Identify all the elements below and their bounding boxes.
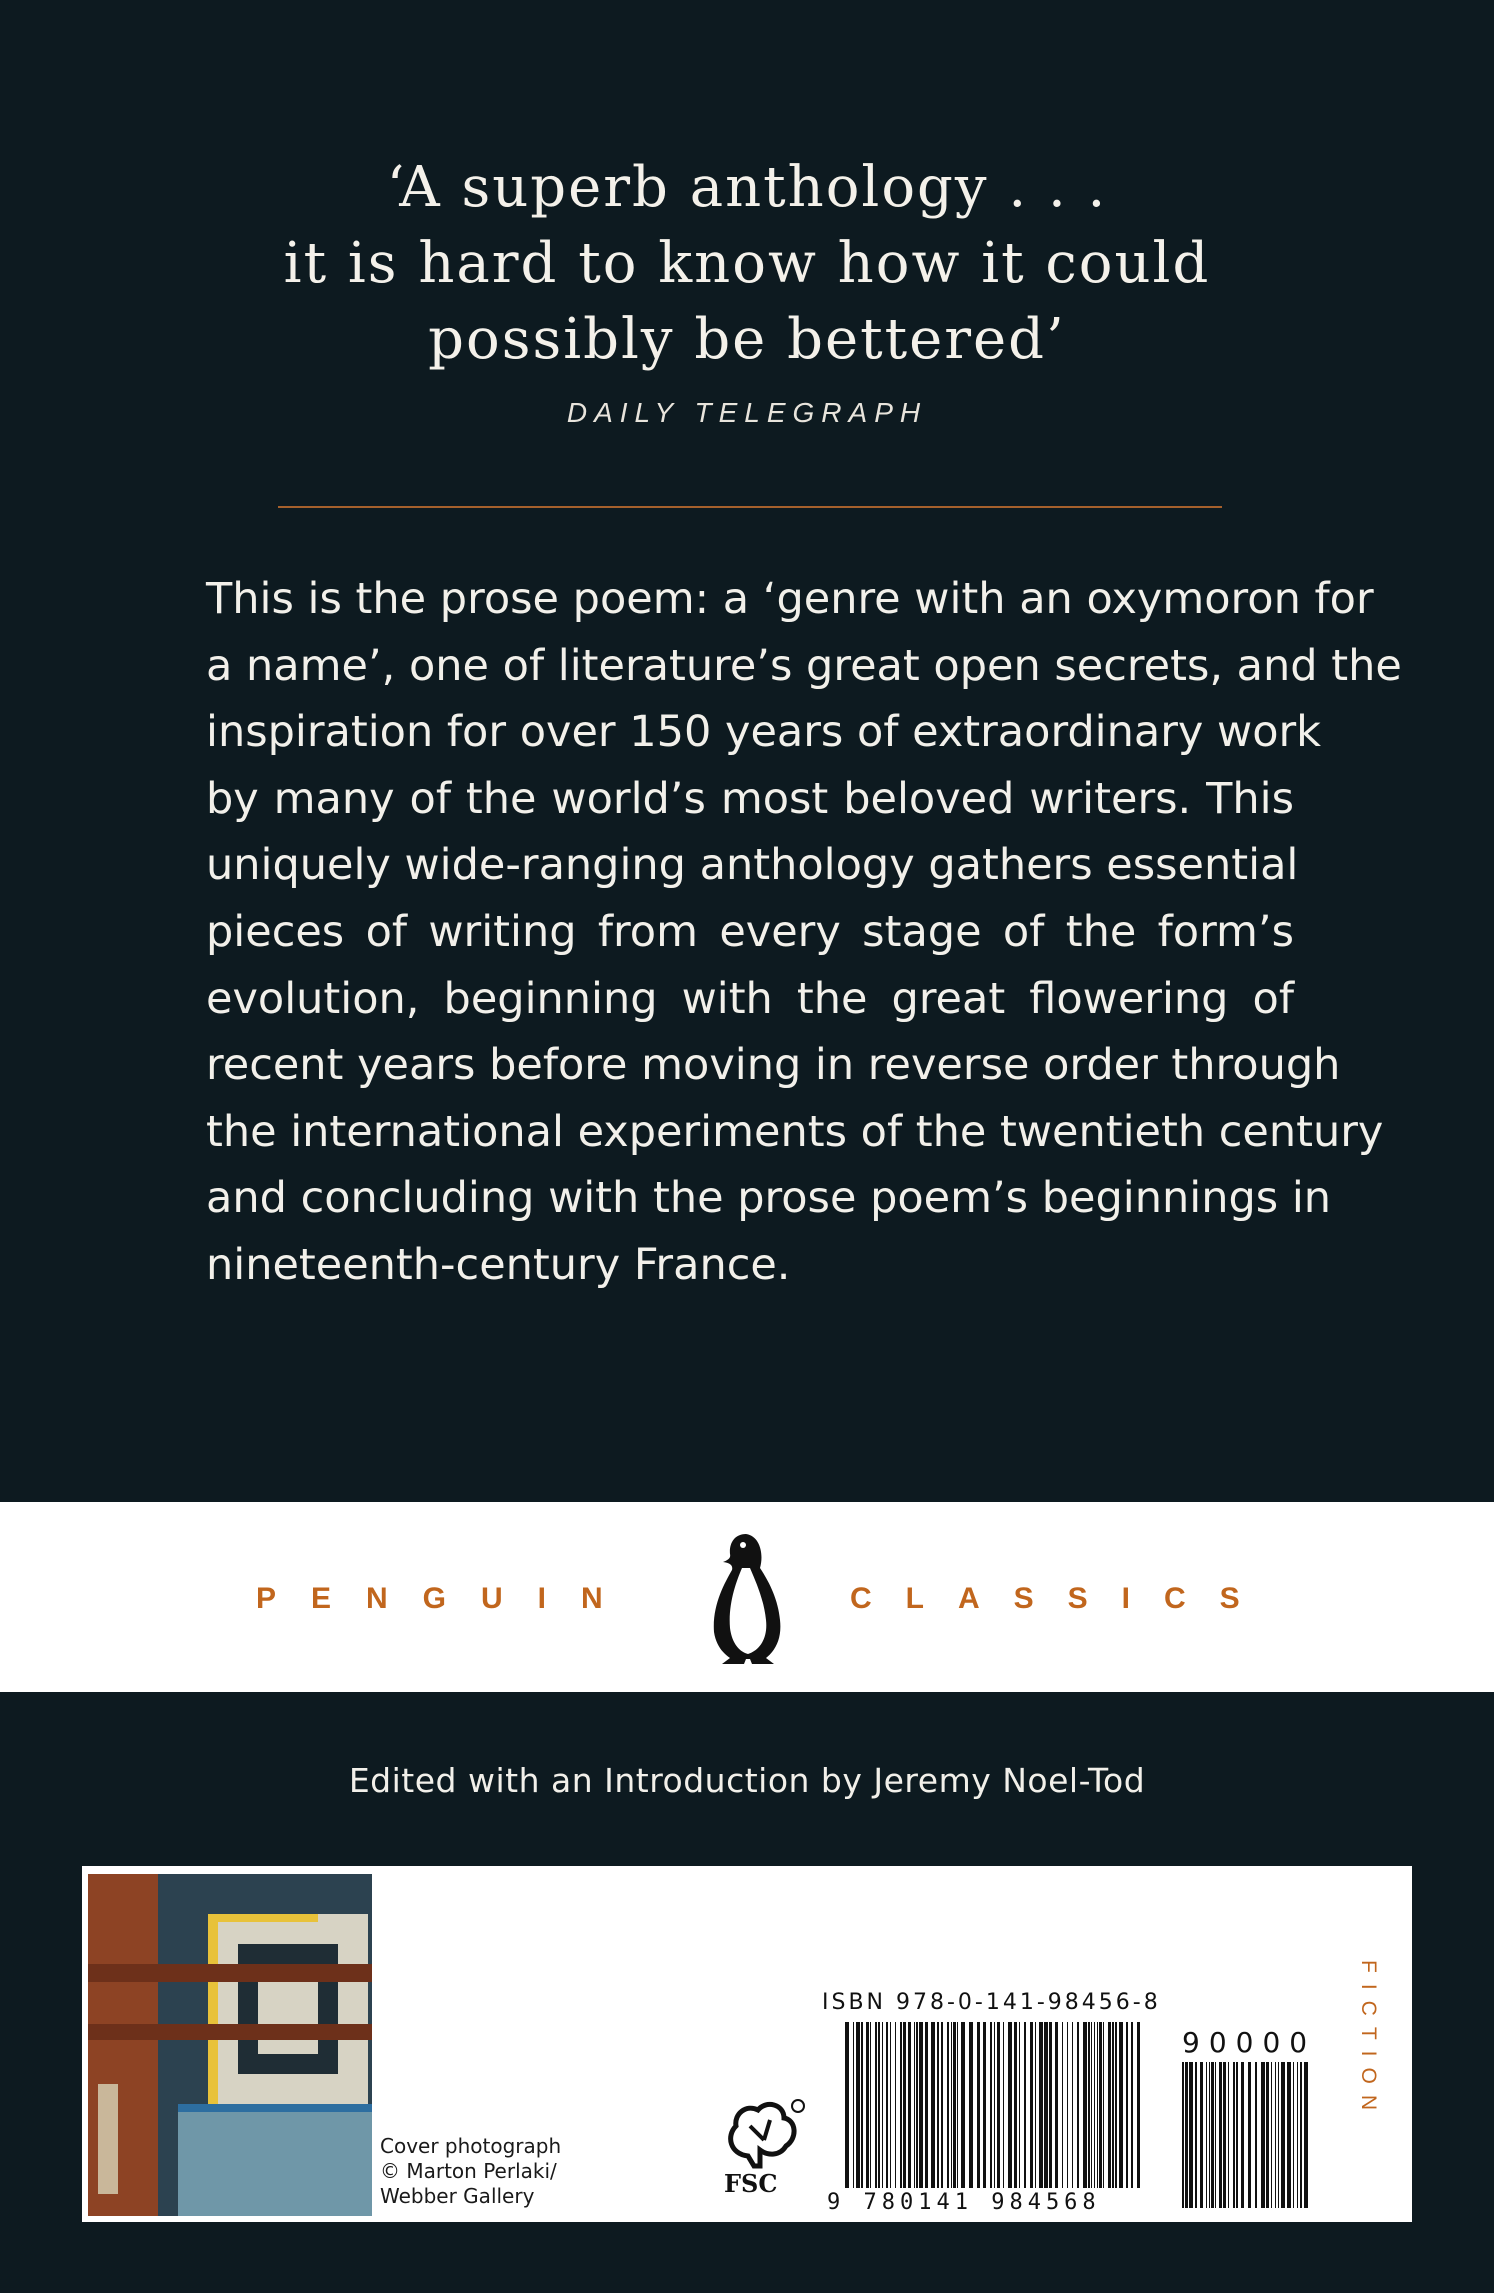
credit-line: Cover photograph [380,2134,562,2158]
barcode-digits: 9 780141 984568 [827,2190,1101,2215]
barcode-bar [931,2022,935,2188]
barcode-bar [941,2022,943,2188]
blurb-line: the international experiments of the twentieth century [206,1106,1384,1157]
divider-rule [278,506,1222,508]
barcode-bar [1067,2022,1068,2188]
barcode-bar [1200,2062,1203,2208]
barcode-bar [1236,2062,1238,2208]
barcode-bar [994,2022,995,2188]
barcode-bar [1241,2062,1244,2208]
series-band [0,1502,1494,1692]
isbn-number: ISBN 978-0-141-98456-8 [822,1990,1161,2015]
blurb-line: recent years before moving in reverse order through [206,1040,1341,1091]
barcode-bar [1014,2022,1017,2188]
isbn-barcode [845,2022,1145,2188]
blurb-line: pieces of writing from every stage of the form’s [206,906,1294,957]
blurb-line: and concluding with the prose poem’s beginnings in [206,1173,1332,1224]
barcode-bar [1115,2022,1117,2188]
barcode-bar [1008,2022,1012,2188]
barcode-bar [1094,2022,1095,2188]
barcode-bar [1297,2062,1298,2208]
barcode-bar [1083,2022,1087,2188]
barcode-bar [1215,2062,1216,2208]
quote-source: DAILY TELEGRAPH [566,397,928,428]
barcode-bar [925,2022,928,2188]
barcode-bar [856,2022,860,2188]
editor-credit: Edited with an Introduction by Jeremy Noel-Tod [348,1761,1146,1800]
blurb-line: a name’, one of literature’s great open secrets, and the [206,640,1402,691]
barcode-bar [1019,2022,1020,2188]
photo-credit [380,2134,580,2209]
series-name-left: PENGUIN [256,1582,638,1615]
review-quote [0,150,1494,378]
barcode-bar [990,2022,992,2188]
barcode-bar [1062,2022,1063,2188]
blurb-line: nineteenth-century France. [206,1239,791,1290]
barcode-bar [1077,2022,1079,2188]
barcode-bar [1261,2062,1265,2208]
barcode-bar [937,2022,939,2188]
blurb-line: evolution, beginning with the great flowering of [206,973,1294,1024]
barcode-bar [1185,2062,1188,2208]
barcode-bar [1219,2062,1222,2208]
barcode-bar [961,2022,965,2188]
barcode-bar [1088,2022,1090,2188]
barcode-bar [1097,2022,1098,2188]
barcode-bar [1281,2062,1285,2208]
barcode-bar [947,2022,949,2188]
barcode-bar [951,2022,952,2188]
barcode-bar [1275,2062,1276,2208]
barcode-bar [895,2022,896,2188]
barcode-bar [1030,2022,1033,2188]
credit-line: Webber Gallery [380,2184,535,2208]
barcode-bar [1233,2062,1235,2208]
barcode-bar [870,2022,871,2188]
barcode-bar [953,2022,956,2188]
series-name-right: CLASSICS [850,1582,1274,1615]
barcode-bar [1228,2062,1229,2208]
barcode-bar [1099,2022,1102,2188]
barcode-bar [957,2022,958,2188]
blurb-text [206,566,1402,1299]
quote-line: it is hard to know how it could [283,231,1211,296]
barcode-bar [1131,2022,1133,2188]
barcode-bar [1049,2022,1052,2188]
barcode-bar [866,2022,869,2188]
fsc-tree-icon [720,2096,810,2196]
barcode-bar [1293,2062,1294,2208]
barcode-bar [1248,2062,1251,2208]
barcode-bar [882,2022,883,2188]
barcode-bar [1300,2062,1302,2208]
barcode-bar [1003,2022,1004,2188]
barcode-bar [969,2022,973,2188]
barcode-bar [1206,2062,1207,2208]
barcode-bar [1108,2022,1111,2188]
blurb-line: by many of the world’s most beloved writers. This [206,773,1294,824]
barcode-bar [886,2022,888,2188]
barcode-bar [908,2022,911,2188]
barcode-bar [1211,2062,1214,2208]
barcode-bar [903,2022,906,2188]
barcode-bar [1091,2022,1092,2188]
blurb-line: This is the prose poem: a ‘genre with an oxymoron for [206,574,1374,624]
barcode-bar [890,2022,891,2188]
barcode-bar [919,2022,923,2188]
barcode-bar [1039,2022,1043,2188]
blurb-line: inspiration for over 150 years of extraordinary work [206,707,1322,758]
barcode-bar [1024,2022,1026,2188]
blurb-line: uniquely wide-ranging anthology gathers essential [206,840,1299,891]
barcode-bar [977,2022,980,2188]
credit-line: © Marton Perlaki/ [380,2159,557,2183]
barcode-bar [1055,2022,1058,2188]
barcode-bar [1223,2062,1226,2208]
barcode-bar [1189,2062,1193,2208]
barcode-bar [1304,2062,1308,2208]
barcode-bar [1266,2062,1269,2208]
barcode-bar [875,2022,877,2188]
barcode-bar [861,2022,863,2188]
penguin-icon [702,1528,792,1670]
barcode-bar [845,2022,849,2188]
quote-line: possibly be bettered’ [428,307,1066,372]
barcode-bar [914,2022,915,2188]
barcode-bar [916,2022,918,2188]
cover-photo-thumbnail [88,1874,372,2216]
barcode-bar [1255,2062,1257,2208]
barcode-bar [1137,2022,1140,2188]
barcode-bar [997,2022,1000,2188]
barcode-panel [82,1866,1412,2222]
price-addon-digits: 90000 [1182,2026,1317,2059]
barcode-bar [1182,2062,1184,2208]
barcode-bar [878,2022,880,2188]
barcode-bar [1044,2022,1048,2188]
barcode-bar [1103,2022,1104,2188]
barcode-bar [1119,2022,1123,2188]
barcode-bar [1072,2022,1073,2188]
fsc-label: FSC [724,2169,778,2196]
barcode-bar [853,2022,854,2188]
barcode-bar [983,2022,986,2188]
barcode-bar [1035,2022,1036,2188]
quote-line: ‘A superb anthology . . . [386,155,1108,220]
barcode-bar [1271,2062,1272,2208]
category-label: FICTION [1357,1960,1380,2121]
barcode-bar [1287,2062,1291,2208]
price-barcode [1182,2062,1312,2208]
barcode-bar [1209,2062,1210,2208]
barcode-bar [1112,2022,1114,2188]
barcode-bar [1195,2062,1197,2208]
barcode-bar [1126,2022,1128,2188]
barcode-bar [1278,2062,1279,2208]
barcode-bar [900,2022,902,2188]
